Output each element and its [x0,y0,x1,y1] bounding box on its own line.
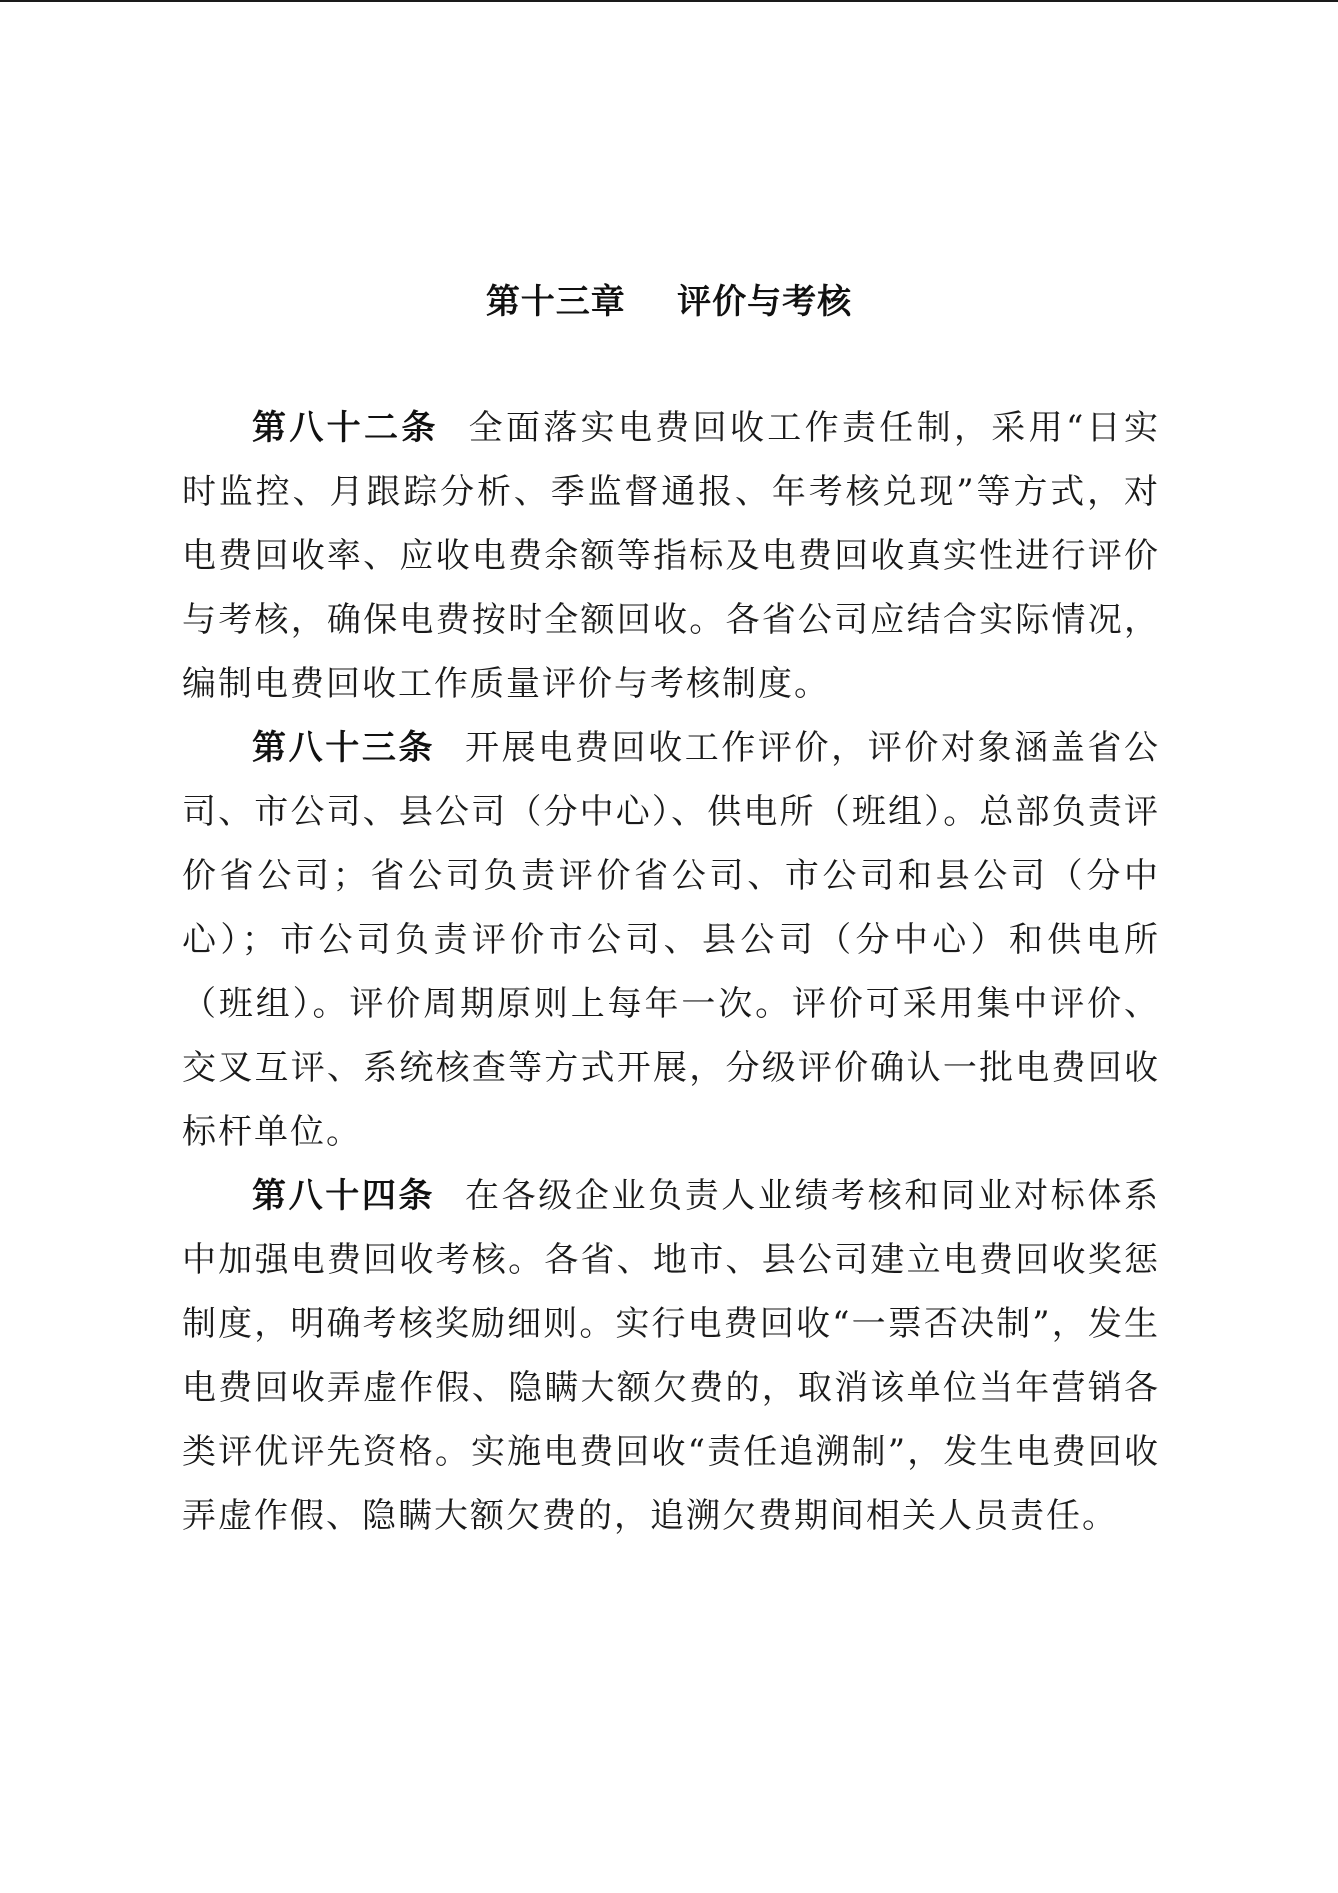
article-text: 在各级企业负责人业绩考核和同业对标体系中加强电费回收考核。各省、地市、县公司建立电费回收奖惩制度，明确考核奖励细则。实行电费回收“一票否决制”，发生电费回收弄虚作假、隐瞒大额欠费的，取消该单位当年营销各类评优评先资格。实施电费回收“责任追溯制”，发生电费回收弄虚作假、隐瞒大额欠费的，追溯欠费期间相关人员责任。 [182,1176,1161,1536]
article-text: 开展电费回收工作评价，评价对象涵盖省公司、市公司、县公司（分中心）、供电所（班组）。总部负责评价省公司；省公司负责评价省公司、市公司和县公司（分中心）；市公司负责评价市公司、县公司（分中心）和供电所（班组）。评价周期原则上每年一次。评价可采用集中评价、交叉互评、系统核查等方式开展，分级评价确认一批电费回收标杆单位。 [182,728,1161,1152]
article-paragraph [182,1164,1160,1548]
article-paragraph [182,396,1160,716]
top-border-line [0,0,1338,2]
article-label: 第八十四条 [252,1176,436,1216]
article-text: 全面落实电费回收工作责任制，采用“日实时监控、月跟踪分析、季监督通报、年考核兑现”等方式，对电费回收率、应收电费余额等指标及电费回收真实性进行评价与考核，确保电费按时全额回收。各省公司应结合实际情况，编制电费回收工作质量评价与考核制度。 [182,408,1160,704]
article-label: 第八十二条 [252,408,439,448]
article-label: 第八十三条 [252,728,436,768]
article-paragraph [182,716,1160,1164]
chapter-title: 第十三章 评价与考核 [485,282,853,322]
